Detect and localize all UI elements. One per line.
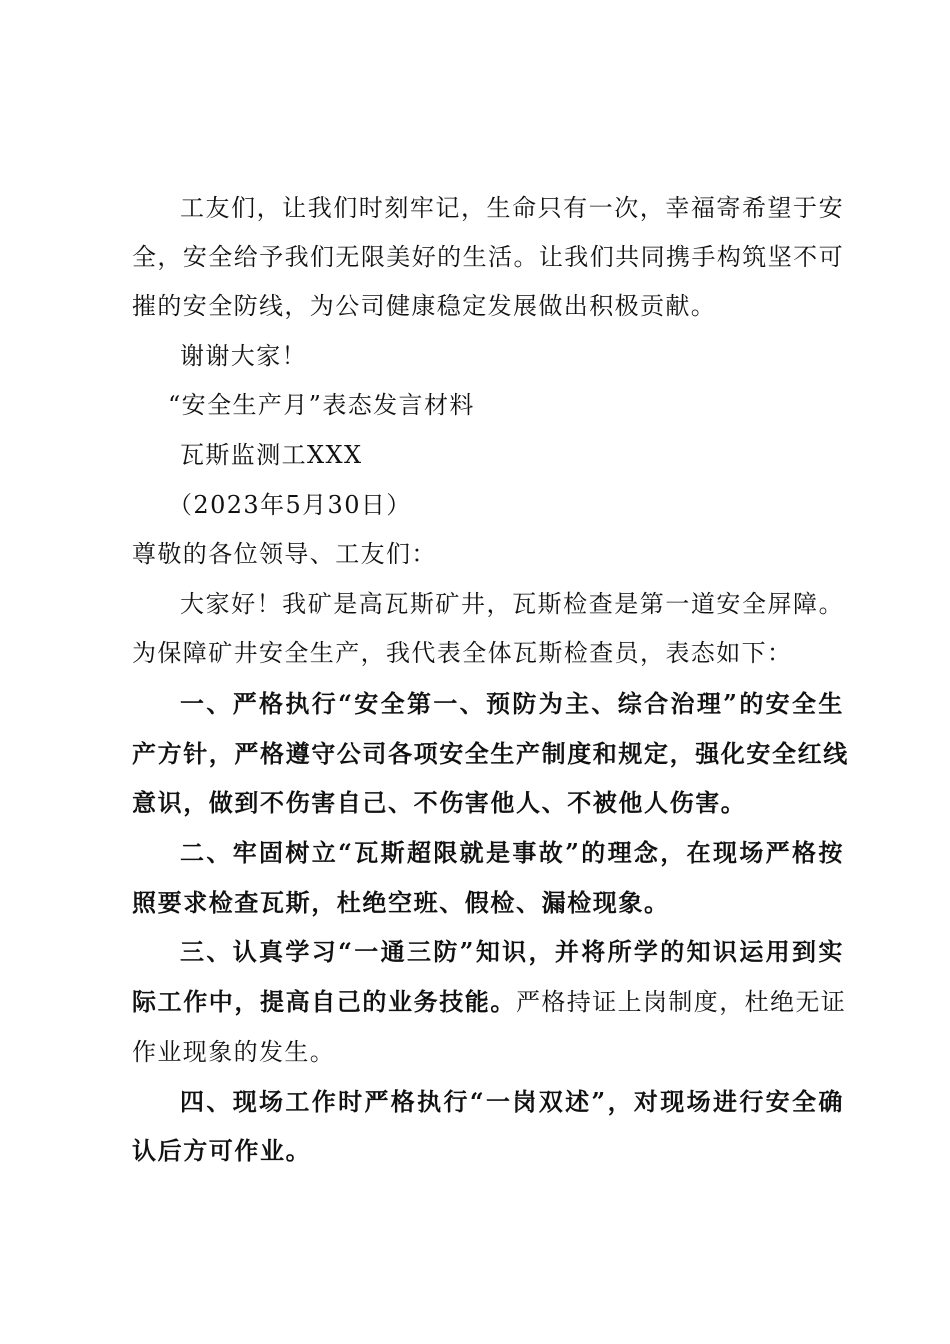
pledge-1-line-2: 产方针，严格遵守公司各项安全生产制度和规定，强化安全红线 [132, 739, 849, 768]
paragraph-closing-line-2: 全，安全给予我们无限美好的生活。让我们共同携手构筑坚不可 [132, 243, 844, 271]
speech-date: （2023年5月30日） [168, 491, 412, 519]
pledge-1-line-3: 意识，做到不伤害自己、不伤害他人、不被他人伤害。 [132, 788, 747, 817]
pledge-2-line-2: 照要求检查瓦斯，杜绝空班、假检、漏检现象。 [132, 888, 670, 917]
pledge-3-line-3: 作业现象的发生。 [132, 1038, 336, 1066]
pledge-4-line-2: 认后方可作业。 [132, 1136, 312, 1165]
thanks-line: 谢谢大家！ [180, 342, 307, 370]
pledge-3-line-2 [132, 987, 847, 1017]
pledge-1-line-1: 一、严格执行“安全第一、预防为主、综合治理”的安全生 [180, 689, 844, 718]
pledge-3-normal-text: 严格持证上岗制度，杜绝无证 [516, 988, 847, 1016]
paragraph-closing-line-3: 摧的安全防线，为公司健康稳定发展做出积极贡献。 [132, 292, 717, 320]
paragraph-closing-line-1: 工友们，让我们时刻牢记，生命只有一次，幸福寄希望于安 [180, 194, 844, 222]
pledge-2-line-1: 二、牢固树立“瓦斯超限就是事故”的理念，在现场严格按 [180, 838, 844, 867]
pledge-3-line-1: 三、认真学习“一通三防”知识，并将所学的知识运用到实 [180, 937, 844, 966]
pledge-4-line-1: 四、现场工作时严格执行“一岗双述”，对现场进行安全确 [180, 1087, 844, 1116]
document-title: “安全生产月”表态发言材料 [168, 391, 475, 419]
salutation: 尊敬的各位领导、工友们： [132, 540, 437, 568]
intro-line-2: 为保障矿井安全生产，我代表全体瓦斯检查员，表态如下： [132, 639, 793, 667]
pledge-3-bold-text: 际工作中，提高自己的业务技能。 [132, 987, 516, 1016]
speaker-name: 瓦斯监测工XXX [180, 441, 363, 469]
intro-line-1: 大家好！我矿是高瓦斯矿井，瓦斯检查是第一道安全屏障。 [180, 590, 844, 618]
